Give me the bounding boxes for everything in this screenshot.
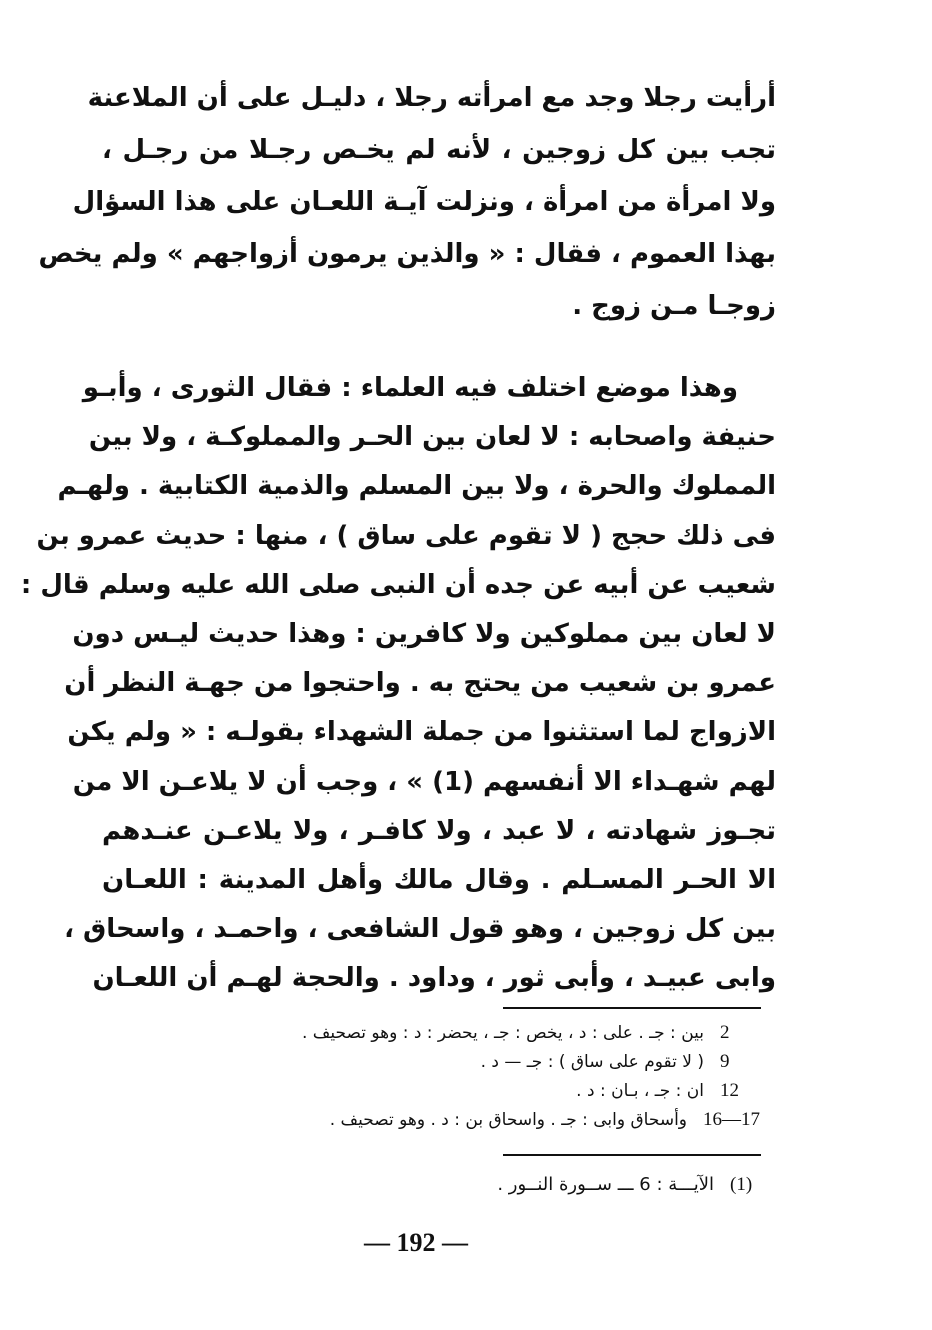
footnote-separator-rule <box>503 1154 761 1156</box>
text-line: أرأيت رجلا وجد مع امرأته رجلا ، دليـل على أن الملاعنة <box>87 83 776 113</box>
text-line: لا لعان بين مملوكين ولا كافرين : وهذا حديث ليـس دون <box>72 618 776 649</box>
apparatus-note <box>120 1105 760 1134</box>
text-line: تجب بين كل زوجين ، لأنه لم يخـص رجـلا من رجـل ، <box>102 135 776 165</box>
text-line: الازواج لما استثنوا من جملة الشهداء بقولـه : « ولم يكن <box>67 717 776 748</box>
text-line: حنيفة واصحابه : لا لعان بين الحـر والمملوكـة ، ولا بين <box>88 422 776 453</box>
note-line-number: 9 <box>720 1051 730 1072</box>
note-line-number: 12 <box>720 1080 739 1101</box>
apparatus-note <box>120 1047 760 1076</box>
text-line: تجـوز شهادته ، لا عبد ، ولا كافـر ، ولا يلاعـن عنـدهم <box>102 815 776 846</box>
footnote-text: الآيـــة : 6 ـــ ســورة النــور . <box>497 1174 714 1195</box>
footnote <box>120 1170 760 1200</box>
text-line: لهم شهـداء الا أنفسهم (1) » ، وجب أن لا يلاعـن الا من <box>72 766 776 797</box>
paragraph-gap <box>102 332 776 364</box>
note-line-number: 16—17 <box>703 1109 760 1130</box>
apparatus-note <box>120 1018 760 1047</box>
text-line: ولا امرأة من امرأة ، ونزلت آيـة اللعـان على هذا السؤال <box>72 187 776 217</box>
paragraph-2 <box>20 364 776 1003</box>
text-line: عمرو بن شعيب من يحتج به . واحتجوا من جهـة النظر أن <box>64 668 776 699</box>
main-text <box>20 72 776 1003</box>
paragraph-1 <box>38 72 776 332</box>
note-text: ( لا تقوم على ساق ) : جـ — د . <box>480 1052 704 1072</box>
apparatus-notes <box>120 1018 760 1134</box>
text-line: شعيب عن أبيه عن جده أن النبى صلى الله عليه وسلم قال : <box>20 569 776 600</box>
note-text: ان : جـ ، بـان : د . <box>576 1081 704 1101</box>
note-text: وأسحاق وابى : جـ . واسحاق بن : د . وهو تصحيف . <box>329 1110 687 1130</box>
apparatus-note <box>120 1076 760 1105</box>
text-line: وابى عبيـد ، وأبى ثور ، وداود . والحجة لهـم أن اللعـان <box>92 963 776 994</box>
text-line: بين كل زوجين ، وهو قول الشافعى ، واحمـد ، واسحاق ، <box>64 914 776 945</box>
note-line-number: 2 <box>720 1022 730 1043</box>
footnote-number: (1) <box>730 1174 753 1195</box>
text-line: وهذا موضع اختلف فيه العلماء : فقال الثورى ، وأبـو <box>82 373 738 403</box>
text-line: المملوك والحرة ، ولا بين المسلم والذمية الكتابية . ولهـم <box>57 471 776 502</box>
text-line: فى ذلك حجج ( لا تقوم على ساق ) ، منها : حديث عمرو بن <box>36 520 776 551</box>
text-line: بهذا العموم ، فقال : « والذين يرمون أزواجهم » ولم يخص <box>38 239 776 269</box>
text-line: الا الحـر المسـلم . وقال مالك وأهل المدينة : اللعـان <box>102 864 776 895</box>
notes-separator-rule <box>503 1007 761 1009</box>
text-line: زوجـا مـن زوج . <box>572 291 776 321</box>
note-text: بين : جـ . على : د ، يخص : جـ ، يحضر : د : وهو تصحيف . <box>301 1023 704 1043</box>
page-number: — 192 — <box>364 1228 468 1257</box>
